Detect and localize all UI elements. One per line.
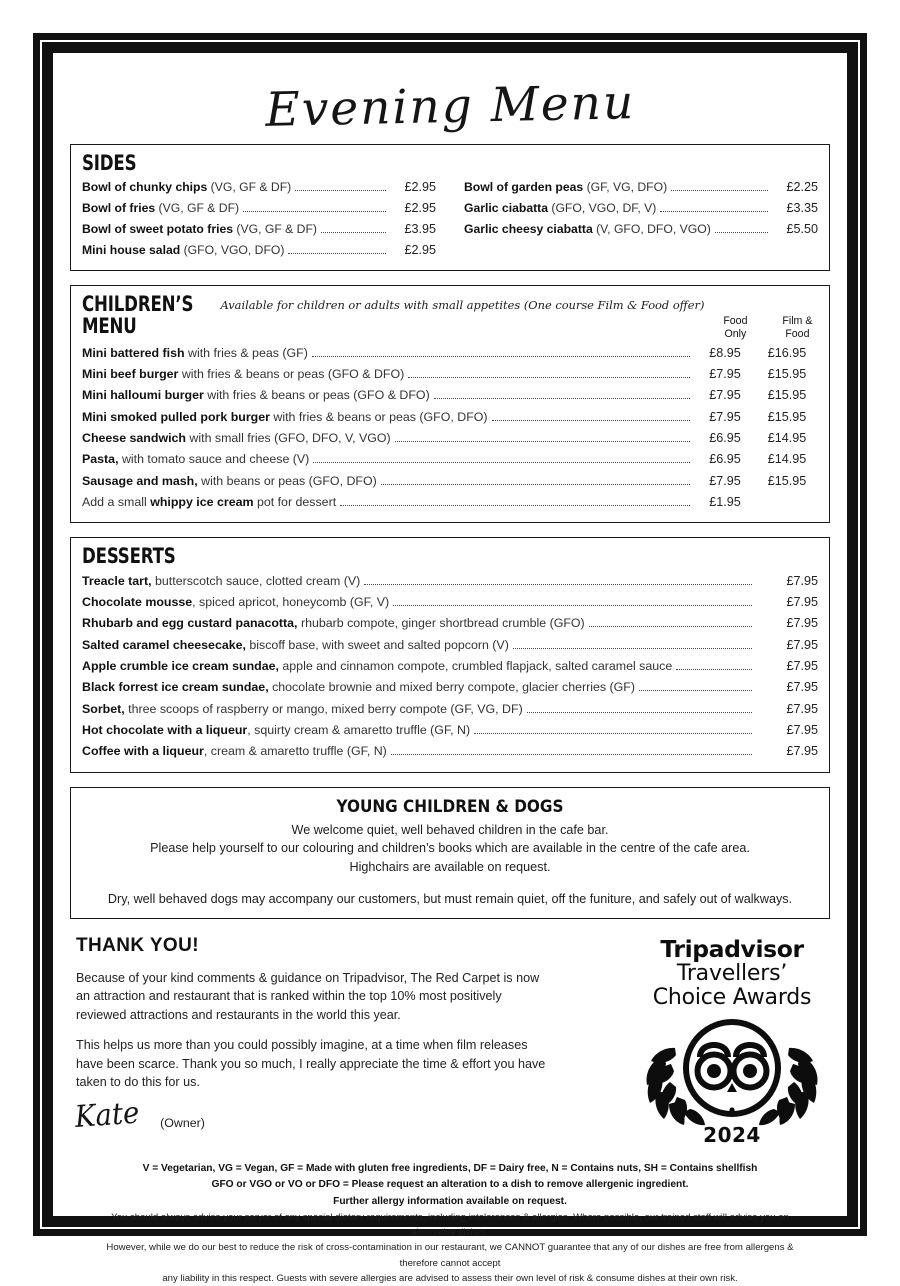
childrens-menu-subtitle: Available for children or adults with small appetites (One course Film & Food offer) xyxy=(220,298,705,313)
leader-dots xyxy=(660,211,768,212)
childrens-menu-item xyxy=(82,342,818,363)
side-item xyxy=(82,177,436,198)
side-item-name: Garlic ciabatta (GFO, VGO, DF, V) xyxy=(464,201,657,216)
section-desserts xyxy=(70,537,830,772)
side-item-price: £5.50 xyxy=(786,222,818,237)
dessert-item xyxy=(82,592,818,613)
dessert-item-price: £7.95 xyxy=(786,594,818,609)
decorative-frame-inner xyxy=(42,42,858,1284)
childrens-menu-item-price-film-food: £15.95 xyxy=(767,473,807,488)
childrens-menu-item-price-food-only: £7.95 xyxy=(709,409,741,424)
column-header-food-only-line1: Food xyxy=(723,315,748,328)
dessert-item xyxy=(82,677,818,698)
section-childrens-menu xyxy=(70,285,830,523)
dessert-item-name: Black forrest ice cream sundae, chocolate brownie and mixed berry compote, glacier cherries (GF) xyxy=(82,680,636,695)
signature-line xyxy=(73,1095,616,1136)
leader-dots xyxy=(313,462,690,463)
dessert-item-name: Salted caramel cheesecake, biscoff base, with sweet and salted popcorn (V) xyxy=(82,637,509,652)
owner-signature: Kate xyxy=(73,1095,141,1136)
badge-line-tripadvisor: Tripadvisor xyxy=(660,935,804,964)
allergy-disclaimer-line-3: any liability in this respect. Guests with severe allergies are advised to assess their own level of risk & consume dishes at their own risk. xyxy=(162,1272,738,1284)
side-item xyxy=(464,219,818,240)
leader-dots xyxy=(391,754,752,755)
notice-line-3: Highchairs are available on request. xyxy=(349,860,551,875)
thank-you-heading: THANK YOU! xyxy=(76,935,199,957)
dessert-item xyxy=(82,741,818,762)
dessert-item xyxy=(82,720,818,741)
childrens-menu-item-name: Sausage and mash, with beans or peas (GFO, DFO) xyxy=(82,473,377,488)
allergy-footer xyxy=(89,1161,811,1286)
leader-dots xyxy=(676,669,752,670)
dessert-item-name: Chocolate mousse, spiced apricot, honeycomb (GF, V) xyxy=(82,594,390,609)
page-title-text: Evening Menu xyxy=(264,75,636,138)
decorative-frame-outer xyxy=(33,33,867,1284)
childrens-menu-item-name: Mini beef burger with fries & beans or peas (GFO & DFO) xyxy=(82,366,405,381)
dessert-item-name: Rhubarb and egg custard panacotta, rhubarb compote, ginger shortbread crumble (GFO) xyxy=(82,616,585,631)
badge-line-choice-awards: Choice Awards xyxy=(652,985,812,1011)
side-item-name: Bowl of fries (VG, GF & DF) xyxy=(82,201,240,216)
section-sides xyxy=(70,144,830,271)
childrens-menu-item-price-film-food: £15.95 xyxy=(767,388,807,403)
childrens-menu-items xyxy=(82,342,818,513)
childrens-menu-item xyxy=(82,428,818,449)
sides-column-left xyxy=(82,177,450,261)
leader-dots xyxy=(381,484,690,485)
side-item xyxy=(464,177,818,198)
dessert-item-price: £7.95 xyxy=(786,616,818,631)
allergy-disclaimer-line-2: However, while we do our best to reduce the risk of cross-contamination in our restaurant, we CANNOT guarantee that any of our dishes are free from allergens & therefore cannot accept xyxy=(106,1242,794,1269)
desserts-heading: DESSERTS xyxy=(82,544,176,569)
leader-dots xyxy=(395,441,690,442)
leader-dots xyxy=(434,398,690,399)
childrens-menu-item-price-food-only: £7.95 xyxy=(709,473,741,488)
allergy-key-line-3: Further allergy information available on request. xyxy=(333,1195,567,1207)
leader-dots xyxy=(492,420,690,421)
side-item-name: Bowl of chunky chips (VG, GF & DF) xyxy=(82,180,292,195)
thank-you-paragraph-2: This helps us more than you could possibly imagine, at a time when film releases have been scarce. Thank you so much, I really appreciate the time & effort you have taken to do this for us. xyxy=(76,1038,546,1089)
childrens-menu-item-price-film-food: £14.95 xyxy=(767,431,807,446)
tripadvisor-owl-laurel-icon xyxy=(639,1011,825,1127)
notice-spacer xyxy=(82,877,818,890)
childrens-menu-extra-item xyxy=(82,492,818,513)
childrens-menu-item-price-food-only: £7.95 xyxy=(709,366,741,381)
leader-dots xyxy=(364,584,752,585)
allergy-key-line-1: V = Vegetarian, VG = Vegan, GF = Made with gluten free ingredients, DF = Dairy free, N = Contains nuts, SH = Contains shellfish xyxy=(142,1162,758,1174)
childrens-menu-header xyxy=(82,293,818,340)
dessert-item xyxy=(82,634,818,655)
dessert-item-name: Apple crumble ice cream sundae, apple and cinnamon compote, crumbled flapjack, salted caramel sauce xyxy=(82,658,673,673)
section-young-children-and-dogs xyxy=(70,787,830,920)
childrens-menu-item-price-film-food: £15.95 xyxy=(767,366,807,381)
childrens-menu-item xyxy=(82,406,818,427)
notice-line-4: Dry, well behaved dogs may accompany our customers, but must remain quiet, off the funiture, and safely out of walkways. xyxy=(107,892,793,907)
notice-heading: YOUNG CHILDREN & DOGS xyxy=(336,796,564,817)
leader-dots xyxy=(340,505,690,506)
page-title xyxy=(52,45,847,139)
column-header-film-food-line1: Film & xyxy=(782,315,813,328)
childrens-menu-item-price-film-food: £14.95 xyxy=(767,452,807,467)
allergy-key-line-2: GFO or VGO or VO or DFO = Please request an alteration to a dish to remove allergenic ingredient. xyxy=(211,1179,689,1191)
childrens-menu-extra-price: £1.95 xyxy=(709,495,741,510)
leader-dots xyxy=(408,377,690,378)
side-item-price: £3.95 xyxy=(404,222,436,237)
side-item-price: £2.25 xyxy=(786,180,818,195)
sides-column-right xyxy=(450,177,818,261)
childrens-menu-item-price-film-food: £15.95 xyxy=(767,409,807,424)
leader-dots xyxy=(288,253,386,254)
section-thank-you xyxy=(70,935,830,1146)
badge-line-travellers: Travellers’ xyxy=(676,961,788,987)
leader-dots xyxy=(312,356,690,357)
notice-line-2: Please help yourself to our colouring and children’s books which are available in the centre of the cafe area. xyxy=(150,841,750,856)
childrens-menu-extra-name: Add a small whippy ice cream pot for dessert xyxy=(82,495,337,510)
childrens-menu-item xyxy=(82,364,818,385)
column-header-film-food-line2: Food xyxy=(785,327,810,340)
dessert-item-price: £7.95 xyxy=(786,658,818,673)
thank-you-text-block xyxy=(70,935,634,1136)
thank-you-paragraph-1: Because of your kind comments & guidance on Tripadvisor, The Red Carpet is now an attraction and restaurant that is ranked within the top 10% most positively reviewed attractions and restaurants in the world this year. xyxy=(76,971,540,1022)
desserts-items xyxy=(82,570,818,762)
side-item-name: Bowl of sweet potato fries (VG, GF & DF) xyxy=(82,222,317,237)
leader-dots xyxy=(671,190,768,191)
childrens-menu-header-left xyxy=(82,293,704,340)
side-item-name: Bowl of garden peas (GF, VG, DFO) xyxy=(464,180,668,195)
leader-dots xyxy=(715,232,768,233)
leader-dots xyxy=(639,690,752,691)
tripadvisor-travellers-choice-badge xyxy=(634,935,830,1146)
column-header-food-only-line2: Only xyxy=(724,327,747,340)
side-item xyxy=(82,240,436,261)
childrens-menu-item-price-film-food: £16.95 xyxy=(767,345,807,360)
leader-dots xyxy=(295,190,386,191)
childrens-menu-item-name: Mini halloumi burger with fries & beans or peas (GFO & DFO) xyxy=(82,388,430,403)
childrens-menu-item-price-food-only: £6.95 xyxy=(709,431,741,446)
dessert-item-name: Coffee with a liqueur, cream & amaretto truffle (GF, N) xyxy=(82,744,387,759)
column-header-film-food xyxy=(766,315,828,340)
childrens-menu-item-price-food-only: £7.95 xyxy=(709,388,741,403)
side-item-name: Garlic cheesy ciabatta (V, GFO, DFO, VGO) xyxy=(464,222,711,237)
childrens-menu-item-price-food-only: £8.95 xyxy=(709,345,741,360)
sides-columns xyxy=(82,177,818,261)
column-header-food-only xyxy=(704,315,766,340)
leader-dots xyxy=(474,733,752,734)
side-item-price: £3.35 xyxy=(786,201,818,216)
dessert-item-name: Treacle tart, butterscotch sauce, clotted cream (V) xyxy=(82,573,361,588)
childrens-menu-item-price-food-only: £6.95 xyxy=(709,452,741,467)
dessert-item-price: £7.95 xyxy=(786,637,818,652)
dessert-item xyxy=(82,656,818,677)
dessert-item-price: £7.95 xyxy=(786,701,818,716)
side-item xyxy=(82,198,436,219)
dessert-item-price: £7.95 xyxy=(786,680,818,695)
leader-dots xyxy=(527,712,752,713)
childrens-menu-item-name: Cheese sandwich with small fries (GFO, DFO, V, VGO) xyxy=(82,431,391,446)
dessert-item-price: £7.95 xyxy=(786,723,818,738)
sides-heading: SIDES xyxy=(82,151,137,175)
leader-dots xyxy=(393,605,752,606)
childrens-menu-item xyxy=(82,385,818,406)
dessert-item-name: Sorbet, three scoops of raspberry or mango, mixed berry compote (GF, VG, DF) xyxy=(82,701,523,716)
notice-line-1: We welcome quiet, well behaved children in the cafe bar. xyxy=(291,822,609,837)
badge-year: 2024 xyxy=(703,1123,761,1148)
owner-role-label: (Owner) xyxy=(160,1116,205,1131)
childrens-menu-item-name: Mini battered fish with fries & peas (GF) xyxy=(82,345,308,360)
decorative-frame-gap xyxy=(40,40,860,1284)
childrens-menu-item-name: Pasta, with tomato sauce and cheese (V) xyxy=(82,452,310,467)
allergy-disclaimer-line-1: You should always advise your server of any special dietary requirements, including intolerances & allergies. Where possible, our trained staff will advise you on alternative dishes. xyxy=(111,1212,789,1239)
childrens-menu-item xyxy=(82,449,818,470)
childrens-menu-item-name: Mini smoked pulled pork burger with fries & beans or peas (GFO, DFO) xyxy=(82,409,488,424)
dessert-item-price: £7.95 xyxy=(786,573,818,588)
side-item-price: £2.95 xyxy=(404,243,436,258)
dessert-item-name: Hot chocolate with a liqueur, squirty cream & amaretto truffle (GF, N) xyxy=(82,723,471,738)
leader-dots xyxy=(513,648,752,649)
side-item xyxy=(82,219,436,240)
side-item-price: £2.95 xyxy=(404,201,436,216)
dessert-item-price: £7.95 xyxy=(786,744,818,759)
dessert-item xyxy=(82,613,818,634)
childrens-menu-heading: CHILDREN’S MENU xyxy=(82,292,194,339)
leader-dots xyxy=(243,211,386,212)
dessert-item xyxy=(82,570,818,591)
childrens-menu-item xyxy=(82,471,818,492)
side-item-price: £2.95 xyxy=(404,180,436,195)
menu-sheet xyxy=(53,53,847,1284)
dessert-item xyxy=(82,698,818,719)
side-item-name: Mini house salad (GFO, VGO, DFO) xyxy=(82,243,285,258)
leader-dots xyxy=(589,626,752,627)
leader-dots xyxy=(321,232,386,233)
side-item xyxy=(464,198,818,219)
